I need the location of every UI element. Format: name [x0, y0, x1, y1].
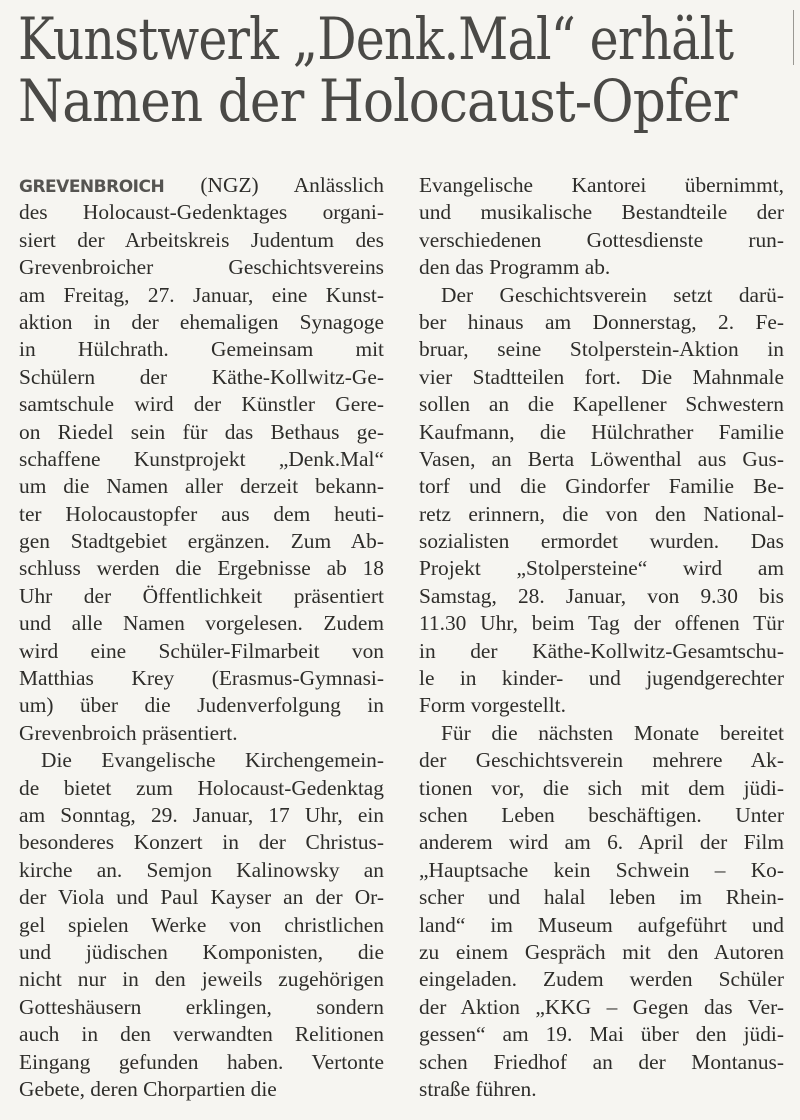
article-text-line: aktion in der ehemaligen Synagoge	[19, 309, 384, 334]
article-text-line: und jüdischen Komponisten, die	[19, 939, 384, 964]
article-text-line: vier Stadtteilen fort. Die Mahnmale	[419, 364, 784, 389]
article-text-line: samtschule wird der Künstler Gere-	[19, 392, 384, 417]
article-text-line: ber hinaus am Donnerstag, 2. Fe-	[419, 309, 784, 334]
article-text-line: der Geschichtsverein mehrere Ak-	[419, 748, 784, 773]
article-text-line: sollen an die Kapellener Schwestern	[419, 392, 784, 417]
headline-line-2: Namen der Holocaust-Opfer	[18, 67, 737, 135]
article-paragraph	[19, 747, 384, 1103]
article-text-line: anderem wird am 6. April der Film	[419, 830, 784, 855]
article-text-line: Evangelische Kantorei übernimmt,	[419, 173, 784, 197]
article-text-line: Grevenbroicher Geschichtsvereins	[19, 255, 384, 280]
article-column-left	[19, 172, 384, 1103]
article-text-line: gessen“ am 19. Mai über den jüdi-	[419, 1022, 784, 1047]
article-text-line: in Hülchrath. Gemeinsam mit	[19, 337, 384, 362]
article-text-line: tionen vor, die sich mit dem jüdi-	[419, 775, 784, 800]
article-text-line: der Viola und Paul Kayser an der Or-	[19, 885, 384, 910]
article-text-line: den das Programm ab.	[419, 255, 611, 280]
article-text-line: Der Geschichtsverein setzt darü-	[441, 282, 784, 307]
article-text-line	[19, 172, 384, 199]
article-text-line: der Aktion „KKG – Gegen das Ver-	[419, 994, 784, 1019]
article-paragraph	[419, 282, 784, 720]
article-text-line: Uhr der Öffentlichkeit präsentiert	[19, 583, 384, 608]
article-paragraph	[19, 172, 384, 747]
article-text-line: gen Stadtgebiet ergänzen. Zum Ab-	[19, 529, 384, 554]
dateline: GREVENBROICH	[19, 177, 165, 197]
article-text-line: und alle Namen vorgelesen. Zudem	[19, 611, 384, 636]
article-text-line: auch in den verwandten Relitionen	[19, 1022, 384, 1047]
article-text-line: des Holocaust-Gedenktages organi-	[19, 200, 384, 225]
article-text-line: schaffene Kunstprojekt „Denk.Mal“	[19, 446, 384, 471]
article-text-line: ter Holocaustopfer aus dem heuti-	[19, 501, 384, 526]
article-text-line: zu einem Gespräch mit den Autoren	[419, 939, 784, 964]
article-text-line: Gotteshäusern erklingen, sondern	[19, 994, 384, 1019]
article-text-line: land“ im Museum aufgeführt und	[419, 912, 784, 937]
article-text-line: schen Friedhof an der Montanus-	[419, 1049, 784, 1074]
article-text-line: Samstag, 28. Januar, von 9.30 bis	[419, 583, 784, 608]
article-text-line: schen Leben beschäftigen. Unter	[419, 802, 784, 827]
article-text-line: siert der Arbeitskreis Judentum des	[19, 227, 384, 252]
headline-line-1: Kunstwerk „Denk.Mal“ erhält	[18, 8, 734, 73]
article-text-line: nicht nur in den jeweils zugehörigen	[19, 967, 384, 992]
article-text-line: besonderes Konzert in der Christus-	[19, 830, 384, 855]
article-text-line: schluss werden die Ergebnisse ab 18	[19, 556, 384, 581]
article-text-line: verschiedenen Gottesdienste run-	[419, 227, 784, 252]
article-text-line: um) über die Judenverfolgung in	[19, 693, 384, 718]
article-text-line: Die Evangelische Kirchengemein-	[41, 748, 384, 773]
article-text-line: Schülern der Käthe-Kollwitz-Ge-	[19, 364, 384, 389]
article-column-right	[419, 172, 784, 1103]
article-text-line: um die Namen aller derzeit bekann-	[19, 474, 384, 499]
article-text-line: de bietet zum Holocaust-Gedenktag	[19, 775, 384, 800]
article-text-line: eingeladen. Zudem werden Schüler	[419, 967, 784, 992]
article-text-line: sozialisten ermordet wurden. Das	[419, 529, 784, 554]
article-text-line: scher und halal leben im Rhein-	[419, 885, 784, 910]
article-text-line: le in kinder- und jugendgerechter	[419, 666, 784, 691]
article-text-line: am Sonntag, 29. Januar, 17 Uhr, ein	[19, 802, 384, 827]
article-text-line: am Freitag, 27. Januar, eine Kunst-	[19, 282, 384, 307]
article-text-line: Vasen, an Berta Löwenthal aus Gus-	[419, 446, 784, 471]
article-text-line: wird eine Schüler-Filmarbeit von	[19, 638, 384, 663]
article-paragraph	[419, 720, 784, 1103]
article-text-line: bruar, seine Stolperstein-Aktion in	[419, 337, 784, 362]
article-text-line: on Riedel sein für das Bethaus ge-	[19, 419, 384, 444]
article-text-line: retz erinnern, die von den National-	[419, 501, 784, 526]
article-text-line: Projekt „Stolpersteine“ wird am	[419, 556, 784, 581]
article-text-line: kirche an. Semjon Kalinowsky an	[19, 857, 384, 882]
article-text-line: Form vorgestellt.	[419, 693, 566, 718]
article-text-line: 11.30 Uhr, beim Tag der offenen Tür	[419, 611, 784, 636]
article-text-line: in der Käthe-Kollwitz-Gesamtschu-	[419, 638, 784, 663]
article-text-line: Matthias Krey (Erasmus-Gymnasi-	[19, 666, 384, 691]
article-text-line: Eingang gefunden haben. Vertonte	[19, 1049, 384, 1074]
page-edge-rule	[793, 10, 794, 65]
article-paragraph	[419, 172, 784, 282]
article-text-line: Grevenbroich präsentiert.	[19, 720, 238, 745]
article-text-line: straße führen.	[419, 1076, 537, 1101]
article-text-line: Für die nächsten Monate bereitet	[441, 720, 784, 745]
article-text-line: Kaufmann, die Hülchrather Familie	[419, 419, 784, 444]
article-text-line: gel spielen Werke von christlichen	[19, 912, 384, 937]
article-text-line: und musikalische Bestandteile der	[419, 200, 784, 225]
article-text: (NGZ) Anlässlich	[164, 173, 384, 197]
article-text-line: „Hauptsache kein Schwein – Ko-	[419, 857, 784, 882]
article-headline	[18, 8, 778, 148]
article-text-line: torf und die Gindorfer Familie Be-	[419, 474, 784, 499]
article-text-line: Gebete, deren Chorpartien die	[19, 1076, 277, 1101]
